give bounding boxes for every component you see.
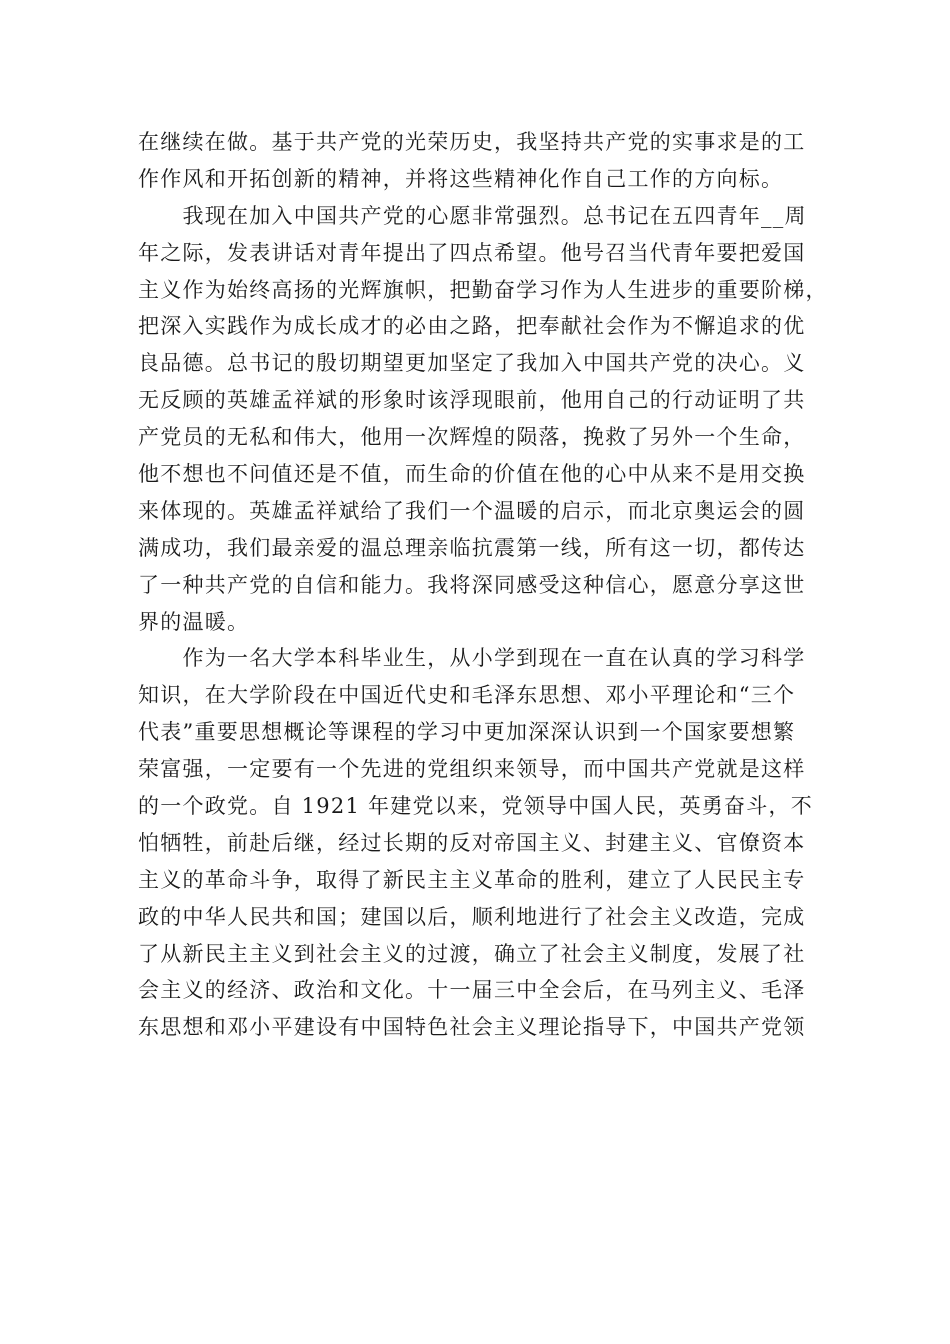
text-line: 来体现的。英雄孟祥斌给了我们一个温暖的启示，而北京奥运会的圆 — [138, 498, 806, 523]
text-line: 主义作为始终高扬的光辉旗帜，把勤奋学习作为人生进步的重要阶梯， — [138, 277, 828, 302]
text-line: 界的温暖。 — [138, 609, 250, 634]
text-line: 良品德。总书记的殷切期望更加坚定了我加入中国共产党的决心。义 — [138, 351, 806, 376]
text-line: 荣富强，一定要有一个先进的党组织来领导，而中国共产党就是这样 — [138, 757, 806, 782]
body-text — [138, 124, 838, 1046]
text-line: 在继续在做。基于共产党的光荣历史，我坚持共产党的实事求是的工 — [138, 130, 806, 154]
text-line: 怕牺牲，前赴后继，经过长期的反对帝国主义、封建主义、官僚资本 — [138, 830, 806, 855]
text-line: 了一种共产党的自信和能力。我将深同感受这种信心，愿意分享这世 — [138, 572, 806, 597]
text-line: 政的中华人民共和国；建国以后，顺利地进行了社会主义改造，完成 — [138, 904, 806, 929]
text-line: 了从新民主主义到社会主义的过渡，确立了社会主义制度，发展了社 — [138, 941, 806, 966]
text-line: 主义的革命斗争，取得了新民主主义革命的胜利，建立了人民民主专 — [138, 867, 806, 892]
text-line: 代表”重要思想概论等课程的学习中更加深深认识到一个国家要想繁 — [138, 720, 796, 745]
text-line: 东思想和邓小平建设有中国特色社会主义理论指导下，中国共产党领 — [138, 1015, 806, 1040]
text-line: 满成功，我们最亲爱的温总理亲临抗震第一线，所有这一切，都传达 — [138, 535, 806, 560]
text-line: 作作风和开拓创新的精神，并将这些精神化作自己工作的方向标。 — [138, 166, 784, 191]
text-line: 作为一名大学本科毕业生，从小学到现在一直在认真的学习科学 — [138, 646, 806, 671]
text-line: 他不想也不问值还是不值，而生命的价值在他的心中从来不是用交换 — [138, 462, 806, 487]
text-line: 我现在加入中国共产党的心愿非常强烈。总书记在五四青年__周 — [138, 203, 807, 228]
text-line: 产党员的无私和伟大，他用一次辉煌的陨落，挽救了另外一个生命， — [138, 425, 806, 450]
text-line: 会主义的经济、政治和文化。十一届三中全会后，在马列主义、毛泽 — [138, 978, 806, 1003]
text-line: 年之际，发表讲话对青年提出了四点希望。他号召当代青年要把爱国 — [138, 240, 806, 265]
text-line: 知识，在大学阶段在中国近代史和毛泽东思想、邓小平理论和“三个 — [138, 683, 796, 708]
text-line: 无反顾的英雄孟祥斌的形象时该浮现眼前，他用自己的行动证明了共 — [138, 388, 806, 413]
text-line: 的一个政党。自 1921 年建党以来，党领导中国人民，英勇奋斗，不 — [138, 794, 814, 819]
text-line: 把深入实践作为成长成才的必由之路，把奉献社会作为不懈追求的优 — [138, 314, 806, 339]
